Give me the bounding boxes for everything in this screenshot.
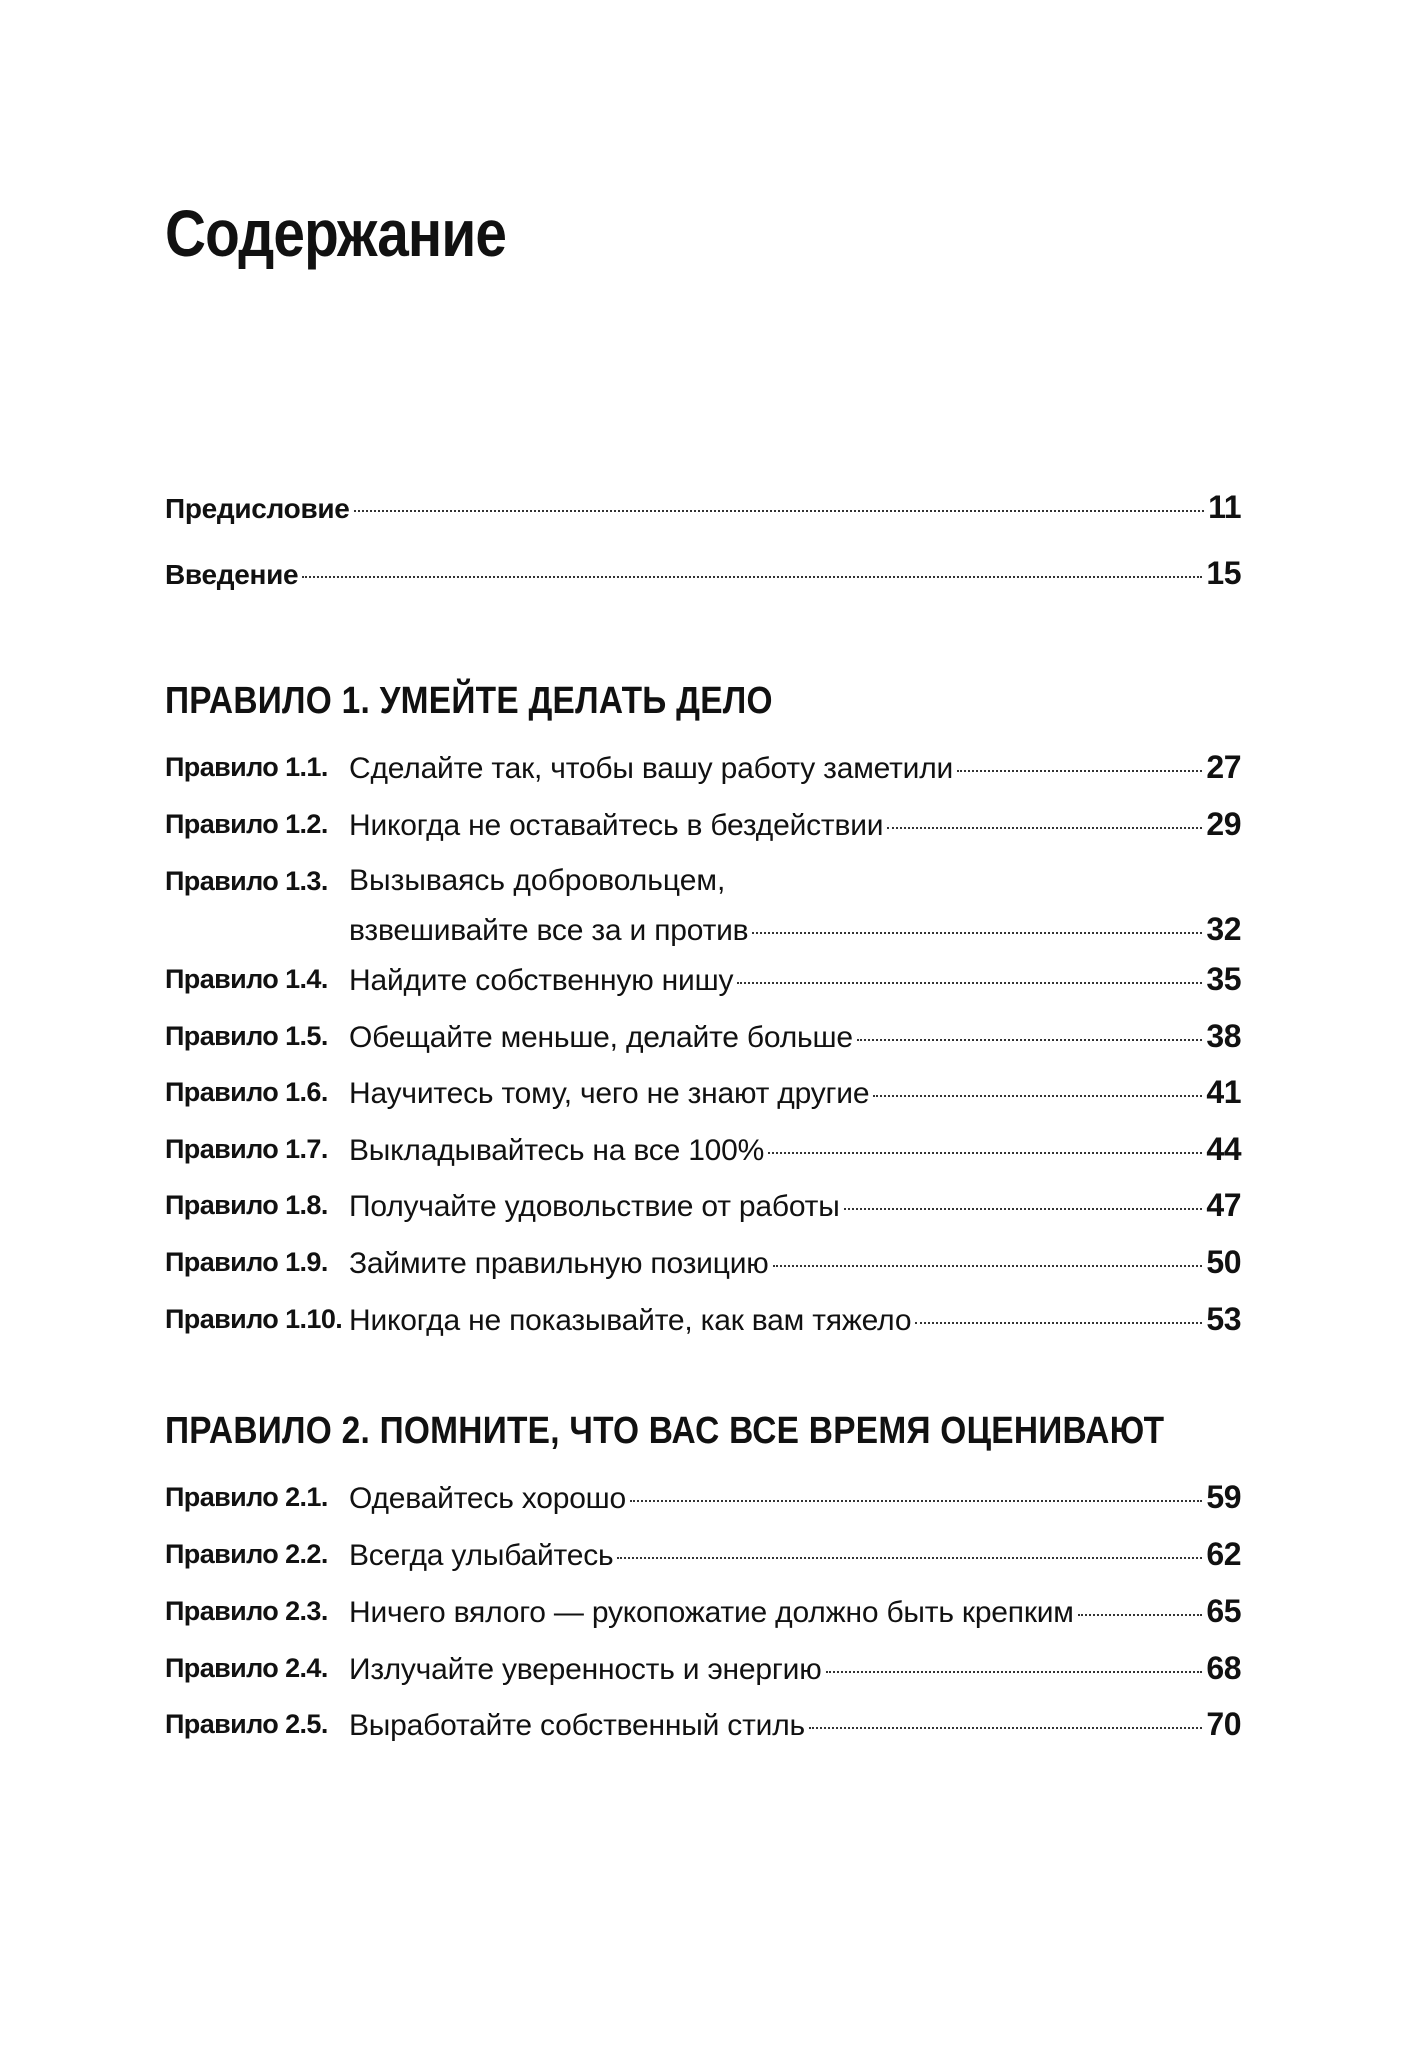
toc-entry-rule-1-3[interactable]	[165, 862, 1241, 950]
toc-entry-title: взвешивайте все за и против	[349, 914, 749, 947]
toc-page-number: 27	[1206, 749, 1241, 785]
toc-page-number: 59	[1206, 1479, 1241, 1515]
section-heading-rule-2: ПРАВИЛО 2. ПОМНИТЕ, ЧТО ВАС ВСЕ ВРЕМЯ ОЦЕНИВАЮТ	[165, 1410, 1165, 1452]
toc-entry-label: Правило 1.3.	[165, 866, 328, 896]
toc-entry-rule-2-2[interactable]	[165, 1535, 1241, 1575]
page-title: Содержание	[165, 196, 507, 270]
toc-entry-rule-1-8[interactable]	[165, 1186, 1241, 1226]
toc-entry-label: Правило 1.2.	[165, 809, 328, 839]
toc-entry-label: Правило 2.5.	[165, 1709, 328, 1739]
dot-leader	[1078, 1614, 1203, 1616]
dot-leader	[630, 1500, 1202, 1502]
toc-entry-rule-2-5[interactable]	[165, 1705, 1241, 1745]
toc-page-number: 15	[1206, 555, 1241, 591]
dot-leader	[768, 1152, 1202, 1154]
dot-leader	[826, 1671, 1203, 1673]
toc-entry-label: Правило 1.9.	[165, 1247, 328, 1277]
toc-entry-title: Выкладывайтесь на все 100%	[349, 1134, 765, 1167]
toc-page-number: 65	[1206, 1593, 1241, 1629]
dot-leader	[773, 1265, 1203, 1267]
toc-entry-rule-1-7[interactable]	[165, 1130, 1241, 1170]
toc-entry-label: Правило 2.2.	[165, 1539, 328, 1569]
toc-entry-rule-1-10[interactable]	[165, 1300, 1241, 1340]
toc-page-number: 44	[1206, 1131, 1241, 1167]
toc-entry-title: Предисловие	[165, 493, 350, 524]
toc-entry-rule-2-3[interactable]	[165, 1592, 1241, 1632]
toc-entry-rule-2-4[interactable]	[165, 1649, 1241, 1689]
toc-entry-rule-1-5[interactable]	[165, 1017, 1241, 1057]
dot-leader	[737, 982, 1202, 984]
dot-leader	[873, 1095, 1202, 1097]
toc-entry-title: Получайте удовольствие от работы	[349, 1190, 840, 1223]
toc-entry-label: Правило 2.1.	[165, 1482, 328, 1512]
toc-entry-title: Введение	[165, 559, 299, 590]
toc-page-number: 38	[1206, 1018, 1241, 1054]
toc-entry-title: Ничего вялого — рукопожатие должно быть крепким	[349, 1596, 1074, 1629]
toc-page-number: 11	[1208, 489, 1241, 525]
toc-entry-title: Научитесь тому, чего не знают другие	[349, 1077, 870, 1110]
toc-entry-title: Сделайте так, чтобы вашу работу заметили	[349, 752, 954, 785]
toc-page-number: 50	[1206, 1244, 1241, 1280]
toc-entry-introduction[interactable]	[165, 554, 1241, 594]
toc-entry-title: Никогда не оставайтесь в бездействии	[349, 809, 884, 842]
toc-entry-title: Одевайтесь хорошо	[349, 1482, 627, 1515]
toc-entry-title: Излучайте уверенность и энергию	[349, 1653, 822, 1686]
section-heading-rule-1: ПРАВИЛО 1. УМЕЙТЕ ДЕЛАТЬ ДЕЛО	[165, 680, 773, 722]
toc-entry-rule-1-9[interactable]	[165, 1243, 1241, 1283]
toc-entry-label: Правило 1.7.	[165, 1134, 328, 1164]
toc-entry-rule-1-2[interactable]	[165, 805, 1241, 845]
toc-entry-label: Правило 1.6.	[165, 1077, 328, 1107]
dot-leader	[887, 827, 1202, 829]
toc-entry-title: Займите правильную позицию	[349, 1247, 769, 1280]
toc-entry-label: Правило 1.1.	[165, 752, 328, 782]
dot-leader	[857, 1039, 1203, 1041]
toc-entry-label: Правило 2.4.	[165, 1653, 328, 1683]
toc-page-number: 29	[1206, 806, 1241, 842]
toc-page-number: 62	[1206, 1536, 1241, 1572]
toc-entry-preface[interactable]	[165, 488, 1241, 528]
toc-page-number: 47	[1206, 1187, 1241, 1223]
toc-entry-label: Правило 1.8.	[165, 1190, 328, 1220]
toc-entry-label: Правило 1.10.	[165, 1304, 343, 1334]
toc-page-number: 41	[1206, 1074, 1241, 1110]
toc-entry-title: Выработайте собственный стиль	[349, 1709, 805, 1742]
dot-leader	[752, 932, 1202, 934]
dot-leader	[957, 770, 1202, 772]
dot-leader	[617, 1557, 1202, 1559]
toc-page-number: 68	[1206, 1650, 1241, 1686]
toc-entry-title: Всегда улыбайтесь	[349, 1539, 614, 1572]
toc-entry-label: Правило 2.3.	[165, 1596, 328, 1626]
dot-leader	[354, 510, 1205, 512]
toc-page-number: 32	[1206, 911, 1241, 947]
toc-entry-label: Правило 1.5.	[165, 1021, 328, 1051]
toc-entry-label: Правило 1.4.	[165, 964, 328, 994]
toc-entry-title-line1: Вызываясь добровольцем,	[349, 864, 726, 897]
dot-leader	[809, 1727, 1202, 1729]
toc-page-number: 35	[1206, 961, 1241, 997]
toc-page-number: 70	[1206, 1706, 1241, 1742]
toc-entry-rule-2-1[interactable]	[165, 1478, 1241, 1518]
toc-entry-rule-1-6[interactable]	[165, 1073, 1241, 1113]
dot-leader	[302, 576, 1202, 578]
toc-entry-title: Никогда не показывайте, как вам тяжело	[349, 1304, 912, 1337]
toc-entry-rule-1-4[interactable]	[165, 960, 1241, 1000]
toc-entry-title: Найдите собственную нишу	[349, 964, 734, 997]
toc-entry-rule-1-1[interactable]	[165, 748, 1241, 788]
dot-leader	[844, 1208, 1203, 1210]
toc-entry-title: Обещайте меньше, делайте больше	[349, 1021, 853, 1054]
toc-page-number: 53	[1206, 1301, 1241, 1337]
dot-leader	[915, 1322, 1202, 1324]
